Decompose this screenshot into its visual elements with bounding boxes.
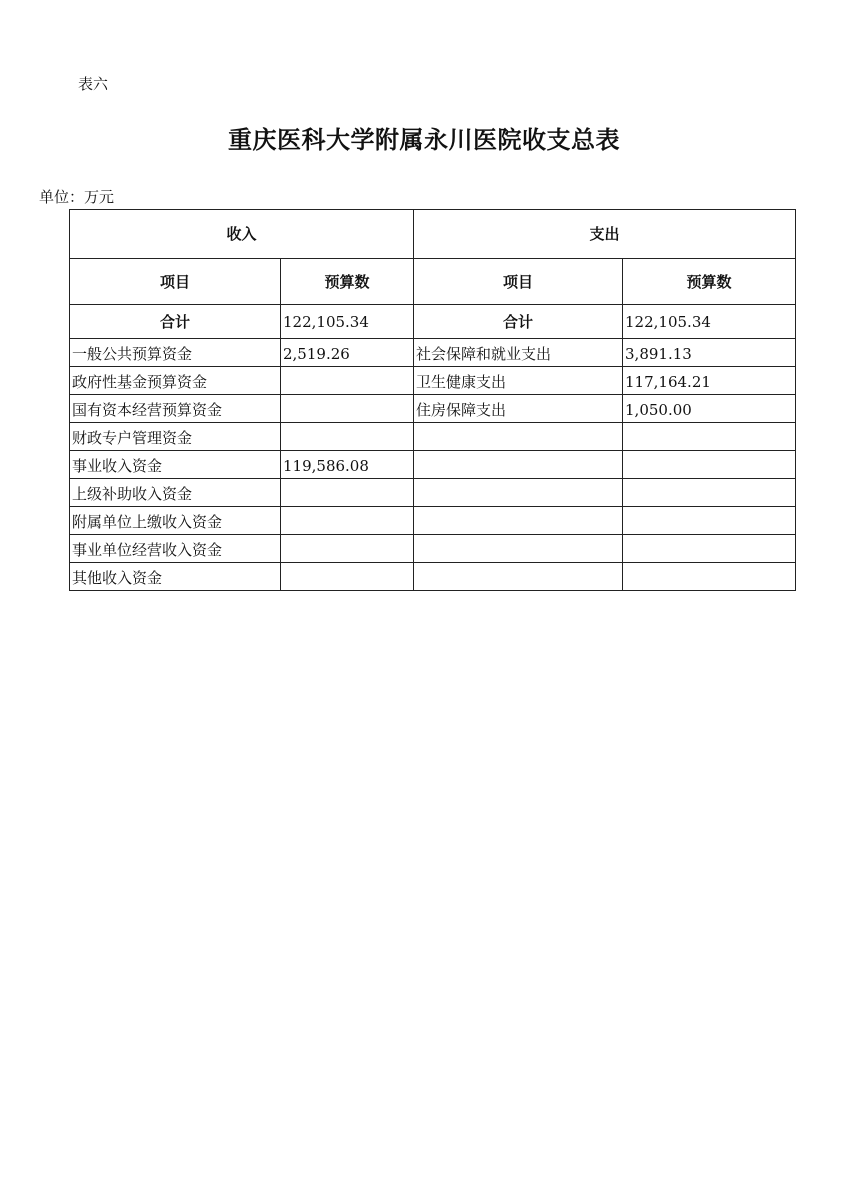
- income-item-cell: 一般公共预算资金: [70, 339, 281, 367]
- table-row: [70, 339, 796, 367]
- income-budget-cell: [281, 423, 414, 451]
- expense-budget-cell: 1,050.00: [623, 395, 796, 423]
- table-row: [70, 563, 796, 591]
- table-column-header-row: [70, 259, 796, 305]
- income-budget-cell: [281, 507, 414, 535]
- income-budget-cell: 122,105.34: [281, 305, 414, 339]
- expense-item-cell: [414, 479, 623, 507]
- income-budget-cell: [281, 535, 414, 563]
- table-row: [70, 479, 796, 507]
- income-item-cell: 国有资本经营预算资金: [70, 395, 281, 423]
- table-row: [70, 451, 796, 479]
- income-budget-cell: 2,519.26: [281, 339, 414, 367]
- unit-label: 单位：万元: [39, 188, 115, 206]
- column-header-expense-item: 项目: [414, 259, 623, 305]
- table-row: [70, 367, 796, 395]
- expense-budget-cell: 3,891.13: [623, 339, 796, 367]
- table-row: [70, 535, 796, 563]
- income-group-heading: 收入: [70, 210, 414, 259]
- expense-budget-cell: 122,105.34: [623, 305, 796, 339]
- table-row: [70, 423, 796, 451]
- income-expense-table: [69, 209, 796, 591]
- expense-item-cell: [414, 535, 623, 563]
- expense-budget-cell: [623, 507, 796, 535]
- expense-budget-cell: [623, 423, 796, 451]
- page-title: 重庆医科大学附属永川医院收支总表: [228, 126, 620, 154]
- income-item-cell: 事业单位经营收入资金: [70, 535, 281, 563]
- expense-item-cell: 住房保障支出: [414, 395, 623, 423]
- expense-budget-cell: 117,164.21: [623, 367, 796, 395]
- income-budget-cell: [281, 367, 414, 395]
- expense-budget-cell: [623, 451, 796, 479]
- expense-budget-cell: [623, 563, 796, 591]
- table-row: [70, 395, 796, 423]
- income-budget-cell: [281, 563, 414, 591]
- income-item-cell: 附属单位上缴收入资金: [70, 507, 281, 535]
- expense-item-cell: 社会保障和就业支出: [414, 339, 623, 367]
- income-item-cell: 其他收入资金: [70, 563, 281, 591]
- table-number-label: 表六: [78, 75, 109, 93]
- expense-item-cell: [414, 423, 623, 451]
- expense-item-cell: 卫生健康支出: [414, 367, 623, 395]
- expense-item-cell: [414, 451, 623, 479]
- table-row: [70, 507, 796, 535]
- income-item-cell: 财政专户管理资金: [70, 423, 281, 451]
- expense-budget-cell: [623, 479, 796, 507]
- table-group-header-row: [70, 210, 796, 259]
- expense-budget-cell: [623, 535, 796, 563]
- table-row-total: [70, 305, 796, 339]
- income-budget-cell: [281, 479, 414, 507]
- income-item-cell: 政府性基金预算资金: [70, 367, 281, 395]
- column-header-income-budget: 预算数: [281, 259, 414, 305]
- income-item-cell: 事业收入资金: [70, 451, 281, 479]
- income-item-cell: 上级补助收入资金: [70, 479, 281, 507]
- expense-item-cell: 合计: [414, 305, 623, 339]
- income-budget-cell: [281, 395, 414, 423]
- expense-item-cell: [414, 507, 623, 535]
- column-header-income-item: 项目: [70, 259, 281, 305]
- expense-item-cell: [414, 563, 623, 591]
- income-budget-cell: 119,586.08: [281, 451, 414, 479]
- column-header-expense-budget: 预算数: [623, 259, 796, 305]
- income-item-cell: 合计: [70, 305, 281, 339]
- expense-group-heading: 支出: [414, 210, 796, 259]
